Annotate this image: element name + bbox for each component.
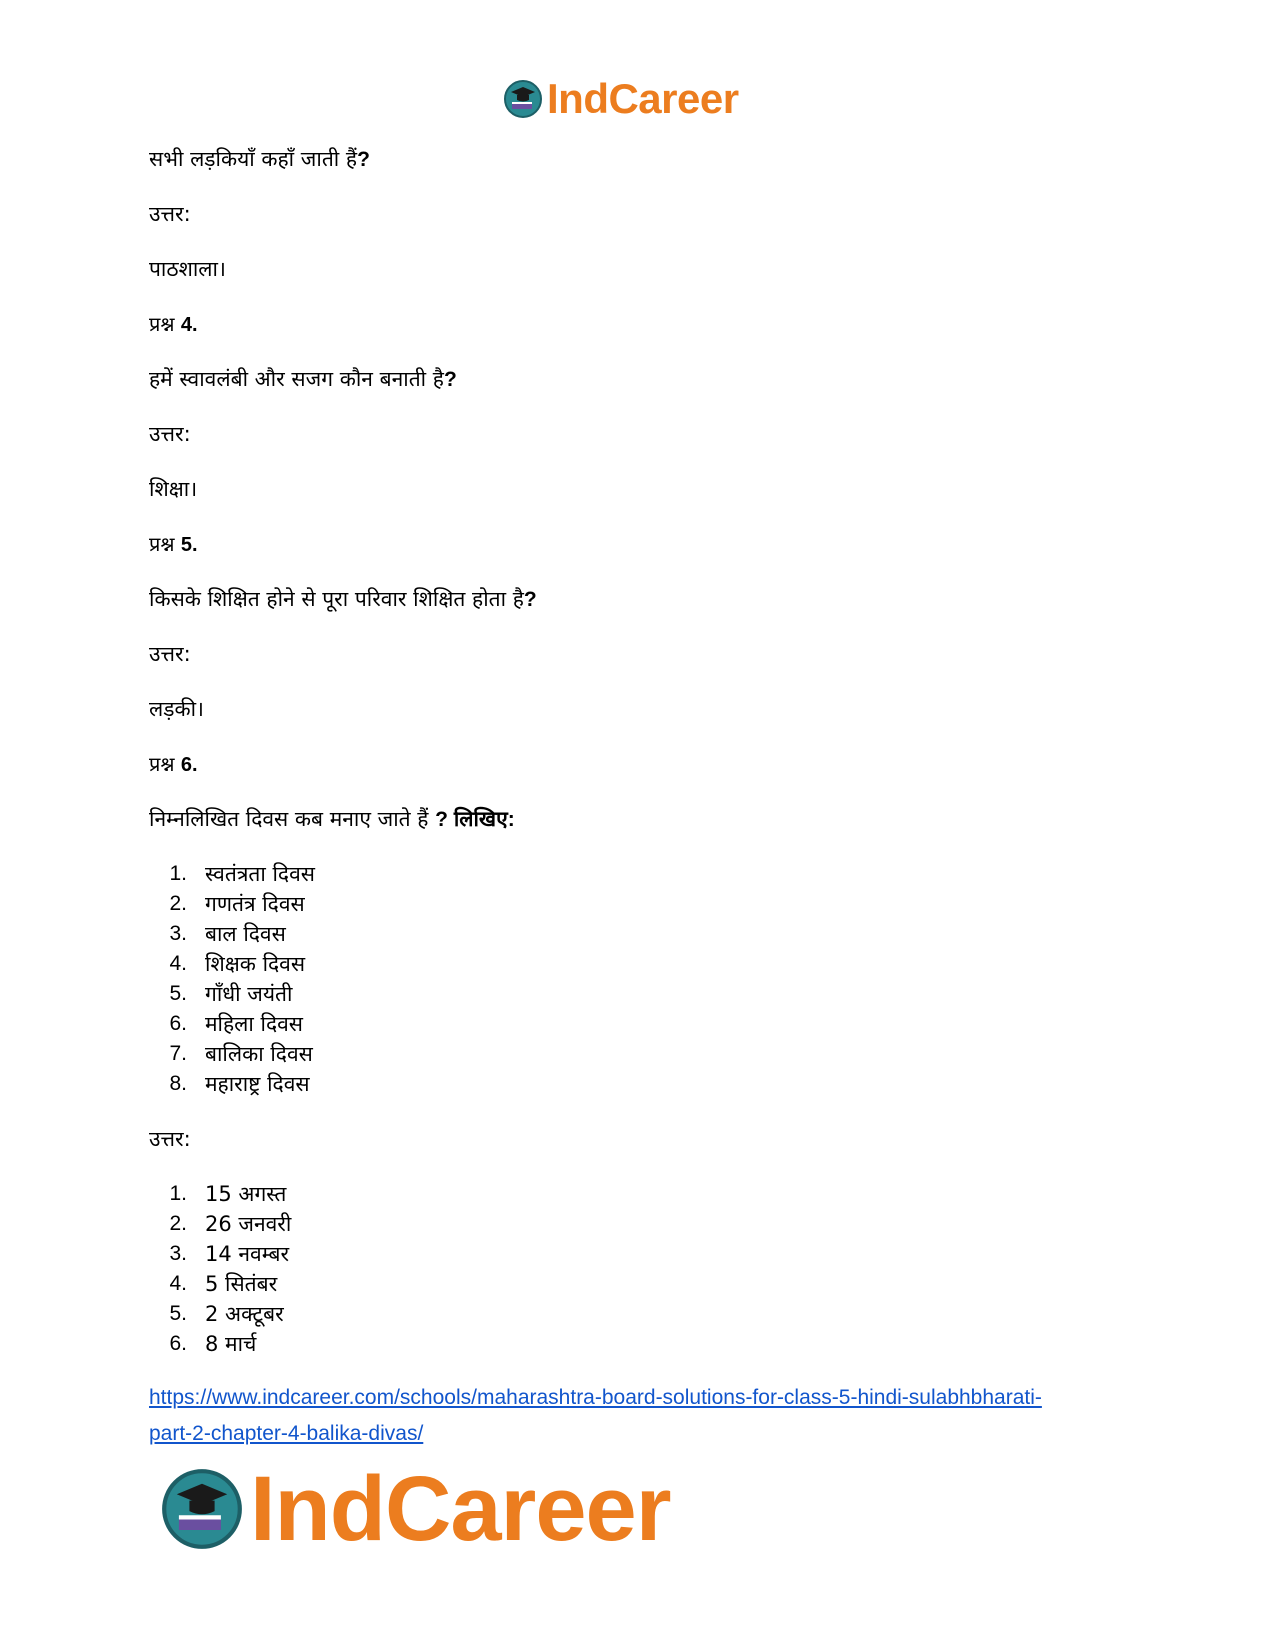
footer-logo <box>160 1458 671 1560</box>
list-item: 3. 14 नवम्बर <box>169 1242 290 1266</box>
list-item: 3. बाल दिवस <box>169 922 286 946</box>
list-item: 1. 15 अगस्त <box>169 1182 287 1206</box>
brand-name: IndCareer <box>547 75 739 122</box>
header-logo <box>503 75 739 122</box>
question-5: किसके शिक्षित होने से पूरा परिवार शिक्षित होता है? <box>149 587 537 611</box>
question-6: निम्नलिखित दिवस कब मनाए जाते हैं ? लिखिए: <box>149 807 515 831</box>
document-body <box>149 144 1129 1359</box>
answer-5: लड़की। <box>149 697 204 721</box>
question-3: सभी लड़कियाँ कहाँ जाती हैं? <box>149 147 370 171</box>
list-item: 2. गणतंत्र दिवस <box>169 892 305 916</box>
list-item: 5. 2 अक्टूबर <box>169 1302 284 1326</box>
answer-label: उत्तर: <box>149 1127 191 1151</box>
list-item: 4. 5 सितंबर <box>169 1272 278 1296</box>
dates-list <box>149 1179 1129 1359</box>
question-5-heading: प्रश्न 5. <box>149 532 198 556</box>
question-6-heading: प्रश्न 6. <box>149 752 198 776</box>
brand-name: IndCareer <box>250 1458 671 1560</box>
globe-graduation-book-icon <box>503 79 543 119</box>
list-item: 4. शिक्षक दिवस <box>169 952 306 976</box>
answer-4: शिक्षा। <box>149 477 198 501</box>
list-item: 6. 8 मार्च <box>169 1332 257 1356</box>
list-item: 7. बालिका दिवस <box>169 1042 313 1066</box>
list-item: 5. गाँधी जयंती <box>169 982 293 1006</box>
list-item: 8. महाराष्ट्र दिवस <box>169 1072 310 1096</box>
list-item: 1. स्वतंत्रता दिवस <box>169 862 315 886</box>
answer-label: उत्तर: <box>149 202 191 226</box>
list-item: 6. महिला दिवस <box>169 1012 303 1036</box>
list-item: 2. 26 जनवरी <box>169 1212 292 1236</box>
answer-label: उत्तर: <box>149 422 191 446</box>
answer-label: उत्तर: <box>149 642 191 666</box>
question-4: हमें स्वावलंबी और सजग कौन बनाती है? <box>149 367 457 391</box>
question-4-heading: प्रश्न 4. <box>149 312 198 336</box>
answer-3: पाठशाला। <box>149 257 226 281</box>
globe-graduation-book-icon <box>160 1467 244 1551</box>
days-list <box>149 859 1129 1099</box>
source-link[interactable]: https://www.indcareer.com/schools/maharashtra-board-solutions-for-class-5-hindi-sulabhbharati- part-2-chapter-4-balika-divas/ <box>149 1386 1042 1445</box>
